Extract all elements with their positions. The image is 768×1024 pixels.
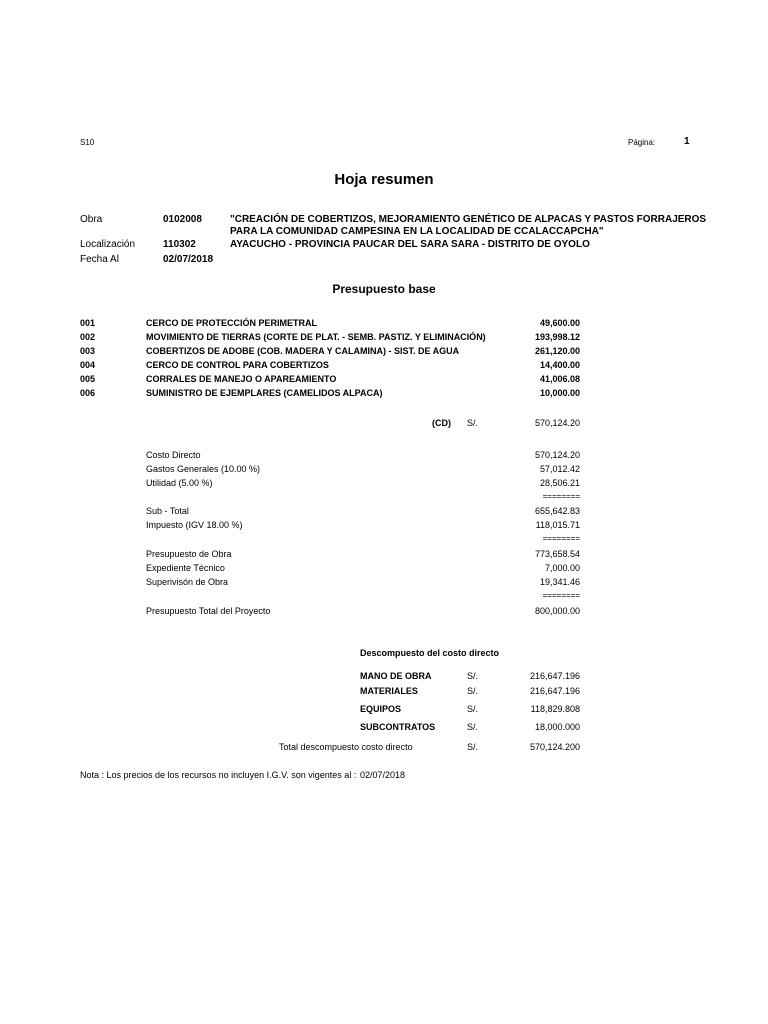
item-description: CERCO DE PROTECCIÓN PERIMETRAL — [146, 318, 318, 328]
item-code: 005 — [80, 374, 96, 384]
breakdown-amount: 216,647.196 — [529, 671, 580, 681]
breakdown-title: Descompuesto del costo directo — [360, 648, 500, 658]
obra-label: Obra — [80, 214, 103, 225]
page-title: Hoja resumen — [334, 171, 434, 188]
table-row — [0, 671, 768, 685]
summary-row — [0, 549, 768, 563]
item-description: MOVIMIENTO DE TIERRAS (CORTE DE PLAT. - SEMB. PASTIZ. Y ELIMINACIÓN) — [146, 332, 486, 342]
item-amount: 193,998.12 — [534, 332, 580, 342]
summary-amount: 800,000.00 — [534, 606, 580, 616]
item-amount: 41,006.08 — [539, 374, 580, 384]
item-code: 006 — [80, 388, 96, 398]
localizacion-code: 110302 — [163, 239, 196, 250]
summary-row — [0, 464, 768, 478]
summary-label: Sub - Total — [146, 506, 189, 516]
breakdown-currency: S/. — [467, 704, 479, 714]
table-row — [0, 686, 768, 700]
breakdown-amount: 118,829.808 — [530, 704, 580, 714]
note-date: 02/07/2018 — [360, 770, 406, 780]
table-row — [0, 704, 768, 718]
breakdown-label: EQUIPOS — [360, 704, 402, 714]
cd-currency: S/. — [467, 418, 479, 428]
table-row — [0, 722, 768, 736]
summary-label: Utilidad (5.00 %) — [146, 478, 213, 488]
summary-amount: 655,642.83 — [534, 506, 580, 516]
obra-description-line1: "CREACIÓN DE COBERTIZOS, MEJORAMIENTO GENÉTICO DE ALPACAS Y PASTOS FORRAJEROS — [230, 214, 707, 225]
cd-amount: 570,124.20 — [534, 418, 580, 428]
item-description: CORRALES DE MANEJO O APAREAMIENTO — [146, 374, 337, 384]
obra-description-line2: PARA LA COMUNIDAD CAMPESINA EN LA LOCALIDAD DE CCALACCAPCHA" — [230, 226, 604, 237]
item-amount: 261,120.00 — [534, 346, 580, 356]
breakdown-currency: S/. — [467, 671, 479, 681]
summary-label: Presupuesto Total del Proyecto — [146, 606, 271, 616]
summary-label: Expediente Técnico — [146, 563, 225, 573]
summary-row — [0, 520, 768, 534]
breakdown-label: MANO DE OBRA — [360, 671, 432, 681]
summary-row — [0, 506, 768, 520]
summary-label: Gastos Generales (10.00 %) — [146, 464, 261, 474]
separator-row — [0, 492, 768, 506]
breakdown-total-amount: 570,124.200 — [529, 742, 580, 752]
breakdown-amount: 18,000.000 — [534, 722, 580, 732]
item-amount: 14,400.00 — [539, 360, 580, 370]
summary-amount: 19,341.46 — [539, 577, 580, 587]
table-row — [0, 374, 768, 388]
separator: ======== — [542, 591, 580, 600]
summary-label: Costo Directo — [146, 450, 201, 460]
summary-row — [0, 563, 768, 577]
obra-code: 0102008 — [163, 214, 202, 225]
table-row — [0, 346, 768, 360]
separator: ======== — [542, 492, 580, 501]
summary-row — [0, 450, 768, 464]
table-row — [0, 388, 768, 402]
summary-amount: 57,012.42 — [539, 464, 580, 474]
item-description: COBERTIZOS DE ADOBE (COB. MADERA Y CALAMINA) - SIST. DE AGUA — [146, 346, 460, 356]
page-number: 1 — [684, 136, 690, 147]
item-description: CERCO DE CONTROL PARA COBERTIZOS — [146, 360, 329, 370]
summary-label: Superivisón de Obra — [146, 577, 229, 587]
breakdown-amount: 216,647.196 — [529, 686, 580, 696]
breakdown-currency: S/. — [467, 686, 479, 696]
table-row — [0, 332, 768, 346]
budget-title: Presupuesto base — [332, 282, 436, 296]
item-code: 001 — [80, 318, 96, 328]
table-row — [0, 360, 768, 374]
summary-amount: 570,124.20 — [534, 450, 580, 460]
item-code: 002 — [80, 332, 96, 342]
separator: ======== — [542, 534, 580, 543]
separator-row — [0, 591, 768, 605]
cd-total-row — [0, 418, 768, 432]
note-text: Nota : Los precios de los recursos no incluyen I.G.V. son vigentes al : — [80, 770, 357, 780]
item-amount: 10,000.00 — [539, 388, 580, 398]
breakdown-label: SUBCONTRATOS — [360, 722, 436, 732]
breakdown-total-label: Total descompuesto costo directo — [279, 742, 413, 752]
summary-row — [0, 606, 768, 620]
summary-label: Impuesto (IGV 18.00 %) — [146, 520, 243, 530]
cd-label: (CD) — [432, 418, 451, 428]
summary-row — [0, 478, 768, 492]
table-row — [0, 318, 768, 332]
summary-label: Presupuesto de Obra — [146, 549, 232, 559]
page-label: Página: — [628, 138, 656, 147]
summary-amount: 773,658.54 — [534, 549, 580, 559]
fecha-label: Fecha Al — [80, 254, 119, 265]
summary-amount: 28,506.21 — [539, 478, 580, 488]
report-code: S10 — [80, 138, 95, 147]
summary-amount: 118,015.71 — [535, 520, 580, 530]
localizacion-description: AYACUCHO - PROVINCIA PAUCAR DEL SARA SARA - DISTRITO DE OYOLO — [230, 239, 590, 250]
breakdown-currency: S/. — [467, 722, 479, 732]
item-amount: 49,600.00 — [539, 318, 580, 328]
localizacion-label: Localización — [80, 239, 136, 250]
separator-row — [0, 534, 768, 548]
fecha-value: 02/07/2018 — [163, 254, 214, 265]
item-code: 003 — [80, 346, 96, 356]
breakdown-label: MATERIALES — [360, 686, 418, 696]
item-code: 004 — [80, 360, 96, 370]
summary-amount: 7,000.00 — [544, 563, 580, 573]
summary-row — [0, 577, 768, 591]
item-description: SUMINISTRO DE EJEMPLARES (CAMELIDOS ALPACA) — [146, 388, 383, 398]
breakdown-total-currency: S/. — [467, 742, 479, 752]
breakdown-total-row — [0, 742, 768, 756]
